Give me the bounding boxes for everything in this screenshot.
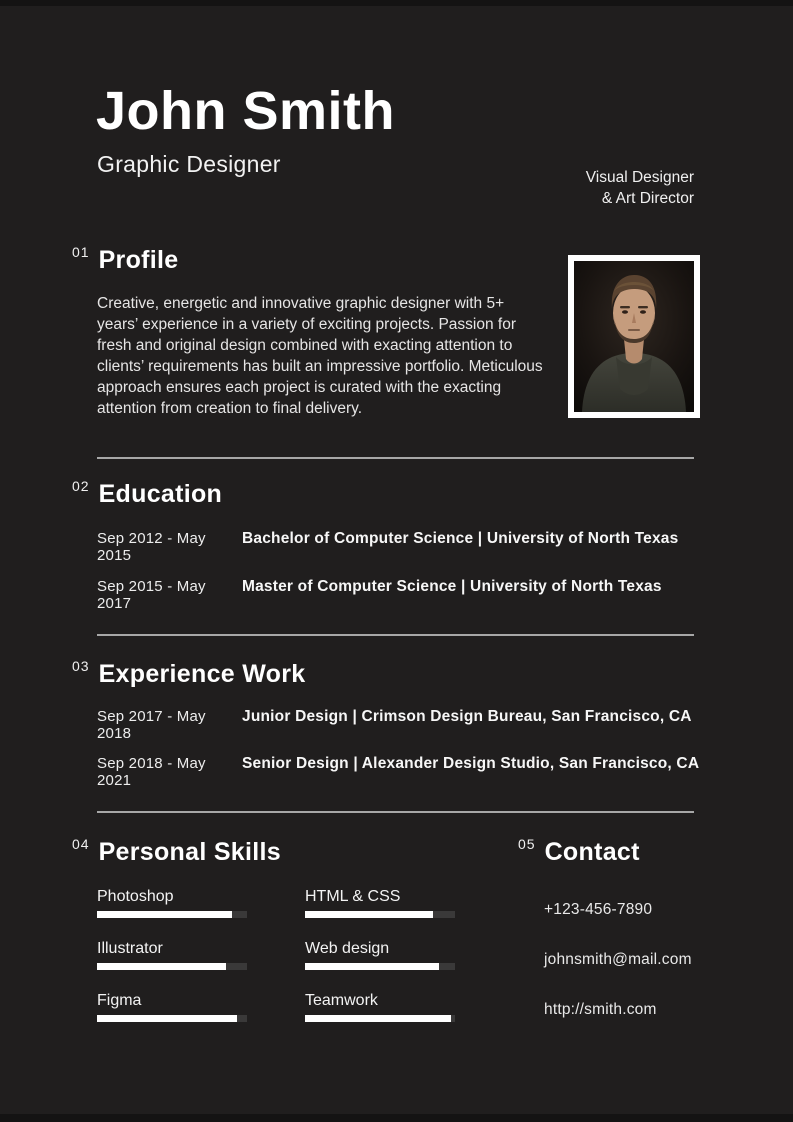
skill-bar [305,963,455,970]
skill-label: Teamwork [305,992,378,1009]
skill-bar-fill [97,1015,237,1022]
section-number: 02 [72,478,90,494]
top-edge-strip [0,0,793,6]
portrait-illustration [574,261,694,412]
tagline [586,167,694,209]
skill-label: Illustrator [97,940,163,957]
experience-dates: Sep 2018 - May 2021 [97,755,206,789]
education-description: Master of Computer Science | University of North Texas [242,578,662,595]
profile-photo [568,255,700,418]
skill-bar [305,1015,455,1022]
experience-dates: Sep 2017 - May 2018 [97,708,206,742]
person-name: John Smith [96,81,395,141]
profile-title: Profile [98,246,179,274]
tagline-line-1: Visual Designer [585,169,694,186]
section-divider [97,457,694,459]
skill-bar-fill [97,911,232,918]
skill-bar-fill [305,963,439,970]
skill-label: Web design [305,940,390,957]
contact-phone: +123-456-7890 [544,901,653,918]
skills-section-header [72,836,281,866]
skill-label: HTML & CSS [305,888,401,905]
person-role: Graphic Designer [97,151,281,177]
experience-description: Senior Design | Alexander Design Studio, San Francisco, CA [242,755,700,772]
contact-website: http://smith.com [544,1001,657,1018]
contact-section-header [518,836,640,866]
skill-bar [97,1015,247,1022]
section-divider [97,811,694,813]
tagline-line-2: & Art Director [601,190,694,207]
experience-section-header [72,658,306,688]
skill-bar-fill [305,911,433,918]
section-number: 01 [72,244,90,260]
contact-title: Contact [544,838,640,866]
skill-label: Photoshop [97,888,174,905]
section-number: 05 [518,836,536,852]
contact-email: johnsmith@mail.com [544,951,692,968]
education-row [97,530,721,564]
education-row [97,578,721,612]
education-dates: Sep 2015 - May 2017 [97,578,206,612]
experience-description: Junior Design | Crimson Design Bureau, San Francisco, CA [242,708,692,725]
section-divider [97,634,694,636]
skills-title: Personal Skills [98,838,281,866]
experience-title: Experience Work [98,660,306,688]
profile-section-header [72,244,179,274]
experience-row [97,708,721,742]
skill-label: Figma [97,992,142,1009]
profile-summary: Creative, energetic and innovative graphic designer with 5+ years’ experience in a variety of exciting projects. Passion for fresh and original design combined with exacting attention to clients’ requirements has built an impressive portfolio. Meticulous approach ensures each project is curated with the exacting attention from creation to final delivery. [97,295,543,417]
section-number: 04 [72,836,90,852]
education-description: Bachelor of Computer Science | University of North Texas [242,530,679,547]
bottom-edge-strip [0,1114,793,1122]
skill-bar [97,963,247,970]
section-number: 03 [72,658,90,674]
experience-row [97,755,721,789]
skill-bar [305,911,455,918]
education-title: Education [98,480,223,508]
skill-bar-fill [305,1015,451,1022]
education-section-header [72,478,223,508]
skill-bar-fill [97,963,226,970]
education-dates: Sep 2012 - May 2015 [97,530,206,564]
skill-bar [97,911,247,918]
